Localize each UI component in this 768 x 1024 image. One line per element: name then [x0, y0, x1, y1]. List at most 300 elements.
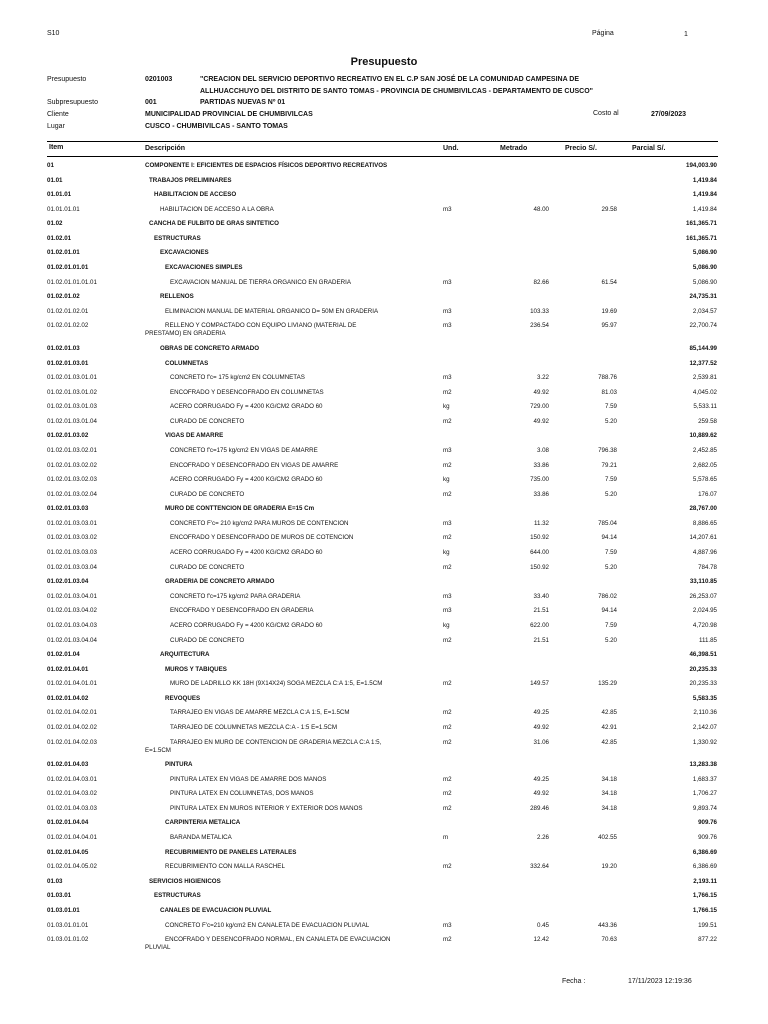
row-item: 01.02.01.04.03.02	[47, 790, 97, 798]
row-description-cont: E=1.5CM	[145, 746, 171, 754]
header-rule-bottom	[47, 156, 718, 157]
table-row	[0, 892, 768, 907]
row-description: GRADERIA DE CONCRETO ARMADO	[165, 578, 275, 586]
table-row	[0, 322, 768, 345]
table-row	[0, 819, 768, 834]
row-metrado: 48.00	[533, 205, 549, 213]
table-row	[0, 505, 768, 520]
col-precio: Precio S/.	[565, 145, 597, 152]
table-row	[0, 863, 768, 878]
row-description: EXCAVACIONES SIMPLES	[165, 264, 243, 272]
table-row	[0, 695, 768, 710]
costo-date: 27/09/2023	[651, 111, 687, 118]
row-unit: m2	[443, 790, 452, 798]
table-row	[0, 849, 768, 864]
row-parcial: 784.78	[698, 563, 717, 571]
row-parcial: 259.58	[698, 417, 717, 425]
row-metrado: 49.92	[533, 723, 549, 731]
row-precio: 19.20	[601, 863, 617, 871]
row-unit: m2	[443, 775, 452, 783]
table-row	[0, 476, 768, 491]
row-precio: 42.85	[601, 709, 617, 717]
row-parcial: 2,539.81	[692, 374, 717, 382]
row-description-cont: PLUVIAL	[145, 944, 171, 952]
row-unit: m3	[443, 322, 452, 330]
row-metrado: 21.51	[533, 607, 549, 615]
row-item: 01.02.01.03.03.04	[47, 563, 97, 571]
table-row	[0, 432, 768, 447]
row-precio: 42.85	[601, 738, 617, 746]
row-precio: 7.59	[604, 549, 617, 557]
header-rule-top	[47, 141, 718, 142]
row-description: RELLENO Y COMPACTADO CON EQUIPO LIVIANO (MATERIAL DE	[165, 322, 357, 330]
presupuesto-name-line1: "CREACION DEL SERVICIO DEPORTIVO RECREATIVO EN EL C.P SAN JOSÉ DE LA COMUNIDAD CAMPESINA DE	[200, 76, 580, 83]
row-description: PINTURA LATEX EN MUROS INTERIOR Y EXTERIOR DOS MANOS	[170, 804, 363, 812]
row-precio: 7.59	[604, 476, 617, 484]
row-unit: m3	[443, 278, 452, 286]
row-metrado: 33.40	[533, 592, 549, 600]
row-parcial: 1,706.27	[692, 790, 717, 798]
table-row	[0, 936, 768, 959]
table-row	[0, 593, 768, 608]
row-item: 01.02.01.04.03.03	[47, 804, 97, 812]
row-metrado: 622.00	[530, 621, 549, 629]
row-precio: 5.20	[604, 636, 617, 644]
row-item: 01.02.01.04.02.03	[47, 738, 97, 746]
row-parcial: 1,419.84	[692, 176, 717, 184]
row-precio: 95.97	[601, 322, 617, 330]
presupuesto-label: Presupuesto	[47, 76, 87, 83]
row-parcial: 46,398.51	[689, 651, 717, 659]
row-item: 01.02.01.04.03.01	[47, 775, 97, 783]
row-item: 01.02.01.04.02.02	[47, 723, 97, 731]
row-description: ENCOFRADO Y DESENCOFRADO EN VIGAS DE AMARRE	[170, 461, 339, 469]
row-parcial: 2,682.05	[692, 461, 717, 469]
col-descripcion: Descripción	[145, 145, 186, 152]
table-row	[0, 622, 768, 637]
row-parcial: 5,086.90	[692, 264, 717, 272]
table-row	[0, 389, 768, 404]
row-unit: kg	[443, 549, 450, 557]
page-number: 1	[684, 31, 688, 38]
table-row	[0, 922, 768, 937]
row-metrado: 332.64	[530, 863, 549, 871]
row-description: ENCOFRADO Y DESENCOFRADO EN GRADERIA	[170, 607, 314, 615]
row-unit: m2	[443, 636, 452, 644]
row-metrado: 103.33	[530, 307, 549, 315]
row-parcial: 26,253.07	[689, 592, 717, 600]
row-precio: 34.18	[601, 804, 617, 812]
row-description: ACERO CORRUGADO Fy = 4200 KG/CM2 GRADO 60	[170, 621, 323, 629]
subpresupuesto-code: 001	[145, 99, 157, 106]
report-code: S10	[47, 30, 60, 37]
row-parcial: 4,887.96	[692, 549, 717, 557]
table-row	[0, 279, 768, 294]
row-precio: 786.02	[598, 592, 617, 600]
row-item: 01.02.01.03.04.02	[47, 607, 97, 615]
row-unit: m3	[443, 205, 452, 213]
table-row	[0, 177, 768, 192]
row-parcial: 1,419.84	[692, 205, 717, 213]
row-precio: 7.59	[604, 621, 617, 629]
row-description: CONCRETO F'c=210 kg/cm2 EN CANALETA DE EVACUACION PLUVIAL	[165, 921, 370, 929]
row-item: 01.02.01.04.05.02	[47, 863, 97, 871]
row-item: 01.02.01.03.02.04	[47, 490, 97, 498]
row-metrado: 236.54	[530, 322, 549, 330]
cliente-value: MUNICIPALIDAD PROVINCIAL DE CHUMBIVILCAS	[145, 111, 313, 118]
row-item: 01.02.01.03.02.01	[47, 447, 97, 454]
row-item: 01.03	[47, 877, 63, 885]
row-item: 01.02.01.04.01.01	[47, 680, 97, 688]
row-description: TARRAJEO EN VIGAS DE AMARRE MEZCLA C:A 1:5, E=1.5CM	[170, 709, 350, 717]
row-item: 01.02	[47, 220, 63, 228]
row-precio: 29.58	[601, 205, 617, 213]
row-precio: 34.18	[601, 775, 617, 783]
row-precio: 402.55	[598, 834, 617, 842]
row-description: PINTURA	[165, 761, 193, 769]
row-precio: 70.63	[601, 936, 617, 944]
row-description: TARRAJEO EN MURO DE CONTENCION DE GRADERIA MEZCLA C:A 1:5,	[170, 738, 382, 746]
row-metrado: 82.66	[533, 278, 549, 286]
table-row	[0, 293, 768, 308]
row-description: MURO DE CONTTENCION DE GRADERIA E=15 Cm	[165, 505, 315, 513]
table-row	[0, 403, 768, 418]
row-parcial: 2,452.85	[692, 447, 717, 454]
row-unit: m2	[443, 534, 452, 542]
row-precio: 34.18	[601, 790, 617, 798]
row-unit: kg	[443, 476, 450, 484]
row-parcial: 1,683.37	[692, 775, 717, 783]
fecha-label: Fecha :	[562, 978, 586, 985]
row-item: 01.02.01.04	[47, 651, 80, 659]
row-metrado: 729.00	[530, 403, 549, 411]
row-description: ENCOFRADO Y DESENCOFRADO DE MUROS DE COTENCION	[170, 534, 354, 542]
row-unit: m2	[443, 490, 452, 498]
row-item: 01.02.01.03.03.02	[47, 534, 97, 542]
row-parcial: 20,235.33	[689, 680, 717, 688]
row-parcial: 2,024.95	[692, 607, 717, 615]
row-description: ESTRUCTURAS	[154, 234, 201, 242]
row-unit: m3	[443, 519, 452, 527]
row-parcial: 5,086.90	[692, 249, 717, 257]
table-row	[0, 739, 768, 762]
row-description: EXCAVACION MANUAL DE TIERRA ORGANICO EN GRADERIA	[170, 278, 351, 286]
row-precio: 94.14	[601, 607, 617, 615]
row-unit: m2	[443, 563, 452, 571]
row-description: CONCRETO f'c=175 kg/cm2 EN VIGAS DE AMARRE	[170, 447, 318, 454]
col-item: Item	[49, 144, 64, 151]
row-item: 01.02.01.03.01.02	[47, 388, 97, 396]
table-row	[0, 249, 768, 264]
row-precio: 788.76	[598, 374, 617, 382]
table-row	[0, 360, 768, 375]
row-description: EXCAVACIONES	[160, 249, 209, 257]
row-precio: 19.69	[601, 307, 617, 315]
row-parcial: 111.85	[698, 636, 717, 644]
row-description: CARPINTERIA METALICA	[165, 819, 241, 827]
row-parcial: 28,767.00	[689, 505, 717, 513]
row-metrado: 12.42	[533, 936, 549, 944]
row-unit: m2	[443, 388, 452, 396]
row-parcial: 6,386.69	[692, 863, 717, 871]
row-parcial: 13,283.38	[689, 761, 717, 769]
row-unit: m2	[443, 936, 452, 944]
lugar-label: Lugar	[47, 123, 65, 130]
table-row	[0, 907, 768, 922]
row-unit: kg	[443, 621, 450, 629]
row-parcial: 909.76	[698, 819, 717, 827]
row-parcial: 199.51	[698, 921, 717, 929]
row-item: 01.02.01.03.03	[47, 505, 89, 513]
row-item: 01.03.01.01.01	[47, 921, 89, 929]
row-description: SERVICIOS HIGIENICOS	[149, 877, 221, 885]
row-item: 01.03.01	[47, 892, 72, 900]
row-item: 01.02.01.03	[47, 344, 80, 352]
row-parcial: 5,533.11	[693, 403, 717, 411]
row-description: CONCRETO f'c=175 kg/cm2 PARA GRADERIA	[170, 592, 301, 600]
table-row	[0, 651, 768, 666]
row-parcial: 9,893.74	[692, 804, 717, 812]
table-row	[0, 308, 768, 323]
row-item: 01.02.01.03.01.03	[47, 403, 97, 411]
row-description: RECUBRIMIENTO CON MALLA RASCHEL	[165, 863, 285, 871]
row-metrado: 49.25	[533, 775, 549, 783]
row-unit: m2	[443, 417, 452, 425]
row-parcial: 12,377.52	[689, 359, 717, 367]
row-precio: 443.36	[598, 921, 617, 929]
table-row	[0, 418, 768, 433]
row-description: ENCOFRADO Y DESENCOFRADO EN COLUMNETAS	[170, 388, 324, 396]
row-precio: 5.20	[604, 417, 617, 425]
table-row	[0, 191, 768, 206]
row-metrado: 11.32	[533, 519, 549, 527]
table-row	[0, 776, 768, 791]
table-row	[0, 520, 768, 535]
row-description: ARQUITECTURA	[160, 651, 210, 659]
row-parcial: 4,720.98	[692, 621, 717, 629]
table-row	[0, 447, 768, 462]
row-description: MURO DE LADRILLO KK 18H (9X14X24) SOGA MEZCLA C:A 1:5, E=1.5CM	[170, 680, 383, 688]
row-item: 01.02.01.03.04.03	[47, 621, 97, 629]
row-parcial: 1,766.15	[692, 892, 717, 900]
row-precio: 42.91	[601, 723, 617, 731]
row-description: CURADO DE CONCRETO	[170, 490, 245, 498]
row-item: 01.02.01.03.03.01	[47, 519, 97, 527]
row-metrado: 21.51	[533, 636, 549, 644]
row-item: 01.02.01.03.02.03	[47, 476, 97, 484]
row-description: COMPONENTE I: EFICIENTES DE ESPACIOS FÍSICOS DEPORTIVO RECREATIVOS	[145, 162, 388, 169]
row-unit: m2	[443, 680, 452, 688]
page-label: Página	[592, 30, 614, 37]
row-description: TRABAJOS PRELIMINARES	[149, 176, 232, 184]
table-row	[0, 491, 768, 506]
row-item: 01.02.01.04.04	[47, 819, 89, 827]
row-description: BARANDA METALICA	[170, 834, 232, 842]
row-metrado: 33.86	[533, 490, 549, 498]
table-row	[0, 206, 768, 221]
table-row	[0, 374, 768, 389]
row-item: 01.01	[47, 176, 63, 184]
table-row	[0, 709, 768, 724]
row-parcial: 2,193.11	[693, 877, 717, 885]
row-unit: m3	[443, 592, 452, 600]
row-description: ELIMINACION MANUAL DE MATERIAL ORGANICO D= 50M EN GRADERIA	[165, 307, 379, 315]
row-item: 01.02.01.04.01	[47, 665, 89, 673]
row-parcial: 8,886.65	[692, 519, 717, 527]
row-parcial: 10,889.62	[689, 432, 717, 440]
row-item: 01.02.01.02	[47, 293, 80, 301]
row-metrado: 149.57	[530, 680, 549, 688]
row-metrado: 49.25	[533, 709, 549, 717]
table-row	[0, 220, 768, 235]
row-item: 01.02.01.03.02	[47, 432, 89, 440]
row-item: 01.02.01.01	[47, 249, 80, 257]
row-unit: m2	[443, 461, 452, 469]
lugar-value: CUSCO - CHUMBIVILCAS - SANTO TOMAS	[145, 123, 288, 130]
row-item: 01.02.01.01.01	[47, 264, 89, 272]
row-precio: 79.21	[601, 461, 617, 469]
row-precio: 7.59	[604, 403, 617, 411]
row-metrado: 33.86	[533, 461, 549, 469]
row-item: 01.01.01	[47, 191, 72, 199]
col-und: Und.	[443, 145, 459, 152]
col-parcial: Parcial S/.	[632, 145, 666, 152]
row-metrado: 150.92	[530, 563, 549, 571]
row-unit: m2	[443, 738, 452, 746]
row-description: TARRAJEO DE COLUMNETAS MEZCLA C:A - 1:5 E=1.5CM	[170, 723, 338, 731]
row-metrado: 3.22	[536, 374, 549, 382]
row-description: HABILITACION DE ACCESO A LA OBRA	[160, 205, 274, 213]
row-parcial: 909.76	[698, 834, 717, 842]
row-parcial: 194,003.90	[686, 162, 717, 169]
row-description: CONCRETO f'c= 175 kg/cm2 EN COLUMNETAS	[170, 374, 305, 382]
row-parcial: 161,365.71	[686, 234, 717, 242]
row-description: ACERO CORRUGADO Fy = 4200 KG/CM2 GRADO 60	[170, 403, 323, 411]
row-parcial: 22,700.74	[689, 322, 717, 330]
row-parcial: 14,207.61	[689, 534, 717, 542]
row-description: PINTURA LATEX EN VIGAS DE AMARRE DOS MANOS	[170, 775, 327, 783]
row-unit: m	[443, 834, 449, 842]
row-parcial: 161,365.71	[686, 220, 717, 228]
col-metrado: Metrado	[500, 145, 528, 152]
row-item: 01.02.01.04.04.01	[47, 834, 97, 842]
row-precio: 5.20	[604, 563, 617, 571]
row-item: 01.02.01.03.04.01	[47, 592, 97, 600]
row-parcial: 1,419.84	[692, 191, 717, 199]
row-parcial: 1,766.15	[692, 906, 717, 914]
row-description: RELLENOS	[160, 293, 194, 301]
row-unit: m3	[443, 374, 452, 382]
row-metrado: 150.92	[530, 534, 549, 542]
row-item: 01.02.01.02.01	[47, 307, 89, 315]
row-description: ENCOFRADO Y DESENCOFRADO NORMAL, EN CANALETA DE EVACUACION	[165, 936, 391, 944]
row-description: CURADO DE CONCRETO	[170, 417, 245, 425]
table-row	[0, 534, 768, 549]
row-metrado: 289.46	[530, 804, 549, 812]
row-metrado: 735.00	[530, 476, 549, 484]
row-metrado: 0.45	[536, 921, 549, 929]
table-row	[0, 345, 768, 360]
presupuesto-code: 0201003	[145, 76, 173, 83]
row-parcial: 2,142.07	[692, 723, 717, 731]
row-item: 01.02.01.03.01.04	[47, 417, 97, 425]
row-item: 01.03.01.01	[47, 906, 80, 914]
row-description: OBRAS DE CONCRETO ARMADO	[160, 344, 260, 352]
row-metrado: 644.00	[530, 549, 549, 557]
row-description: CONCRETO F'c= 210 kg/cm2 PARA MUROS DE CONTENCION	[170, 519, 349, 527]
row-description: MUROS Y TABIQUES	[165, 665, 227, 673]
row-metrado: 49.92	[533, 417, 549, 425]
row-unit: m3	[443, 607, 452, 615]
row-unit: m2	[443, 723, 452, 731]
row-item: 01.02.01.03.04	[47, 578, 89, 586]
table-row	[0, 564, 768, 579]
row-description-cont: PRESTAMO) EN GRADERIA	[145, 330, 226, 338]
row-item: 01.02.01.03.01.01	[47, 374, 97, 382]
row-unit: m3	[443, 447, 452, 454]
table-row	[0, 462, 768, 477]
table-row	[0, 680, 768, 695]
table-row	[0, 790, 768, 805]
row-description: CURADO DE CONCRETO	[170, 563, 245, 571]
row-item: 01.02.01.03.03.03	[47, 549, 97, 557]
row-precio: 796.38	[598, 447, 617, 454]
row-description: CANCHA DE FULBITO DE GRAS SINTETICO	[149, 220, 279, 228]
row-precio: 785.04	[598, 519, 617, 527]
table-row	[0, 264, 768, 279]
table-row	[0, 235, 768, 250]
row-parcial: 2,110.36	[693, 709, 717, 717]
row-metrado: 2.26	[536, 834, 549, 842]
fecha-value: 17/11/2023 12:19:36	[628, 978, 692, 985]
row-parcial: 20,235.33	[689, 665, 717, 673]
row-parcial: 6,386.69	[692, 848, 717, 856]
row-parcial: 4,045.02	[692, 388, 717, 396]
row-item: 01.03.01.01.02	[47, 936, 89, 944]
row-parcial: 33,110.85	[689, 578, 717, 586]
row-item: 01.02.01.03.01	[47, 359, 89, 367]
row-item: 01.02.01.02.02	[47, 322, 89, 330]
page-title: Presupuesto	[350, 56, 418, 68]
row-precio: 5.20	[604, 490, 617, 498]
row-metrado: 3.08	[536, 447, 549, 454]
row-parcial: 85,144.99	[689, 344, 717, 352]
row-item: 01.02.01.01.01.01	[47, 278, 97, 286]
row-unit: m2	[443, 863, 452, 871]
table-row	[0, 805, 768, 820]
row-precio: 135.29	[598, 680, 617, 688]
row-precio: 61.54	[601, 278, 617, 286]
row-unit: m2	[443, 709, 452, 717]
row-description: ESTRUCTURAS	[154, 892, 201, 900]
row-item: 01.02.01.04.03	[47, 761, 89, 769]
table-row	[0, 162, 768, 177]
row-metrado: 49.92	[533, 388, 549, 396]
row-precio: 94.14	[601, 534, 617, 542]
row-unit: m2	[443, 804, 452, 812]
row-unit: kg	[443, 403, 450, 411]
subpresupuesto-label: Subpresupuesto	[47, 99, 98, 106]
row-description: VIGAS DE AMARRE	[165, 432, 224, 440]
row-parcial: 1,330.92	[692, 738, 717, 746]
row-parcial: 2,034.57	[692, 307, 717, 315]
row-parcial: 5,578.65	[692, 476, 717, 484]
row-description: RECUBRIMIENTO DE PANELES LATERALES	[165, 848, 297, 856]
row-precio: 81.03	[601, 388, 617, 396]
table-row	[0, 834, 768, 849]
table-row	[0, 607, 768, 622]
row-unit: m3	[443, 921, 452, 929]
